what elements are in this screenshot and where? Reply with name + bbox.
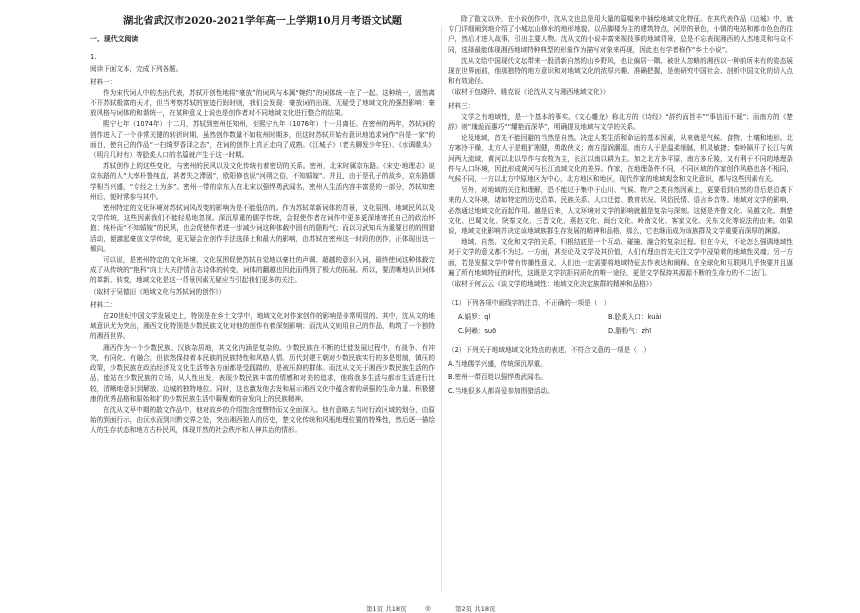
- option-a: A.婚罗：qǐ: [458, 313, 491, 322]
- source-citation: （取材于何云云《谈文学的地域性：地域文化决定族群的精神和品格》）: [448, 280, 656, 289]
- column-divider: [441, 26, 442, 591]
- paragraph: 论及地域，首先不能回避的当然是自然。决定人类生活和命运的基本因素，从来就是气候、食物、土壤和地形。北方寒冷干燥，北方人于是粗犷刚健，勇敢侠义；南方湿润潮湿，南方人于是温柔细腻，机灵敏捷；秦岭隔开了长江与黄河两大流域，黄河以北以旱作与农牧为主，长江以南以耕为主。加之北方多平原，南方多丘陵，又有利于不同的地理条件与人口环境，因此形成黄河与长江流域文化的差异。作家，在地理条件不同，不同区域的作家创作风格也各不相同，气候不同，一方以北方中原地区为中心，北方地区和地区，现代作家的地域观念和文化意识，都与这些因素有关。: [448, 134, 793, 184]
- instruction-text: 阅读下面文本，完成下列各题。: [90, 65, 183, 74]
- paragraph: 可以说，是密州特定的文化环境、文化氛围促使苏轼自觉地以豪壮的声调、超越的意识入词，最终使词这种体载完成了从传统的“艳科”向士大夫抒情言志诗体的转变，词体的翻越也因此而得到了极大的拓展。所以，要清晰地认识词体的革新、转变，地域文化是这一背景因素无疑应当引起我们更多的关注。: [90, 256, 435, 285]
- page-number-left: 第1页 共18页: [366, 605, 407, 613]
- option-c: C.阿赖：suō: [458, 326, 497, 335]
- paragraph: 在沈从文早中期的散文作品中，他对故乡的介绍饱含度赞特而又全面深入。他有意略去当时行政区域的划分，由原始的到面行示，由沅水而到川黔交界之处，突出湘西独人的历史，楚文化传统和风瓶地理位置的特殊性，然后逐一描绘人的生存状态和地方古朴民风，体现并然的社会秩序和人神共治的情形。: [90, 405, 435, 435]
- page-number-right: 第2页 共18页: [455, 605, 496, 613]
- page-separator: ◎: [425, 604, 431, 612]
- question-number: 1.: [90, 53, 97, 62]
- question-2: [448, 345, 793, 396]
- option-b: B.密州一带百姓以强悍勇武闻名。: [448, 373, 547, 382]
- material-label: 材料一：: [90, 77, 117, 86]
- section-heading: 一、现代文阅读: [90, 35, 139, 43]
- question-stem: （1）下列各项中画线字的注音，不正确的一项是（ ）: [448, 299, 611, 308]
- page-title: 湖北省武汉市2020-2021学年高一上学期10月月考语文试题: [123, 15, 402, 27]
- right-column: [448, 14, 793, 396]
- source-citation: （取材于包晓玲、姚克说《论沈从文与湘西地域文化》）: [448, 88, 610, 97]
- option-b: B.脍炙人口：kuài: [608, 313, 662, 322]
- left-column: [90, 14, 435, 437]
- option-c: C.当地很多人都喜爱参加围猎活动。: [448, 386, 554, 395]
- paragraph: 除了散文以外，在小说创作中，沈从文也总是用大量的篇幅来中插绘地域文化特征。在其代表作品《边城》中，就专门详细阐到地介绍了小城坛山修水的地形地貌、以吊脚楼为主的建筑特点，河岸的景色，小镇的电站和都市色色的往户，然后才进入故事，引出主要人物。沈从文的小说丰富来视技事的地域背景，总是不忘表现湘西的人杰地灵和与众不同，选择最能体现湘西地域特种典型的形象作为描写对象来再现，因此也有学者称作“乡土小说”。: [448, 15, 793, 54]
- paragraph: 另外，对地域的关注和理解，恐不能过于集中于山川、气候、物产之类自然因素上，更要看到自然的背后是沿袭下来的人文环境，诸如特定的历史沿革、民族关系、人口迁徙、教育状况、风俗民情、语言乡音等。地域对文学的影响，必然通过地域文化而起作用。越是后来，人文环境对文学的影响就越是复杂与深刻。这便是齐鲁文化、吴越文化、荆楚文化、巴蜀文化、陕秦文化、三晋文化、燕赵文化、闽台文化、岭南文化、客家文化、关东文化等说法的由来。如果说，地域文化影响并决定该地域族群生存发展的精神和品格，那么，它也继而成为该族群及文学重要而深厚的渊源。: [448, 186, 793, 236]
- question-stem: （2）下列关于地域地域文化特点的表述，不符合文意的一项是（ ）: [448, 345, 651, 354]
- paragraph: 沈从文给中国现代文坛带来一股清新自然的山乡野风，也让偏居一隅、被世人忽略的湘西以一种前所未有的姿态展现在世界面前，他那独特的地方意识和对地域文化的浓厚兴趣、准确把握，是他研究中国社会、剖析中国文化的切入点和有效途径。: [448, 56, 793, 86]
- paragraph: 湘西作为一个少数民族、汉族杂居地，其文化内涵是复杂的。少数民族在不断的迁徙发展过程中，有战争、有冲突，有同化、有融合，但依然保持着本民族的民族特性和风格人情。历代封建王朝对少数民族实行的多是钳制，镇压的政策，少数民族在政治经济及文化生活等各方面都是受践踏的，是被压抑的群体。而沈从文关于湘西少数民族生活的作品，能站在少数民族的立场，从人性出发，表现少数民族丰富的情感和对美的追求，他将我多生活与都市生活进行比较，清晰地意识到解放、边城的独特地位。同时，这也激发他去发和展示湘西文化中蕴含着的顽强的生命力量、积极健康的优秀品格和原始和扩的少数民族生活中凝聚着的奋发向上的民族精神。: [90, 343, 435, 403]
- paragraph: 熙宁七年（1074年）十二月，苏轼到密州任知州，至熙宁九年（1076年）十一月离任。在密州的两年，苏轼词的创作进入了一个非常关键的转折时期，虽然创作数量不如杭州时期多，但这时苏轼开始有意识地追求词作“自是一家”的面目，使自己的作品“一扫绮罗香泽之态”，在词的创作上真正走向了成熟。《江城子》（老夫聊发少年狂）、《水调歌头》（明月几时有）等脍炙人口的名篇就产生于这一时期。: [90, 120, 435, 160]
- option-d: D.脂粉气：zhī: [608, 326, 652, 335]
- option-a: A.当地儒学兴盛，传统深沉厚重。: [448, 360, 547, 369]
- paragraph: 苏轼创作上的这些变化，与密州的民风以及文化传统有着密切的关系。密州，北宋时属京东路。《宋史·地理志》说京东路的人“大率朴鲁纯直，甚者失之滞固”，欧阳修也说“河朔之俗，不知婚嫁”。并且，由于是孔子的故乡，京东路儒学相当兴盛，“专经之士为多”。密州一带的京东人在北宋以强悍勇武闻名，密州人生活内容丰富是的一部分，苏轼知密州后，便时常参与其中。: [90, 162, 435, 201]
- paragraph: 作为宋代词人中的杰出代表，苏轼开创性地将“豪放”的词风与本属“婉约”的词体统一在了一起。这种统一，固然离不开苏轼极富的天才，但当考察苏轼的宦迹行踪时则，我们会发现：豪放词的出现，无疑受了地域文化的强烈影响：豪放风格与词体的和谐统一，在某种意义上说也是创作者对不同地域文化进行整合的结果。: [90, 88, 435, 118]
- paragraph: 密州特定的文化环境对苏轼词风改变的影响为是不能低估的。作为苏轼革新词体的背景，文化氛围、地域民风以及文学传统，这些因素我们不能轻易地忽视。深沉厚重的儒学传统，会促使作者在词作中更多更深地寄托自己的政治怀抱；纯朴而“不知婚嫁”的民风，也会促使作者进一步减少词这种体载中固有的脂粉气；而以习武知兵为重要目的的围猎活动，便激起豪放文学传统，更无疑会在创作手法选择上和最大的影响，由苏轼在密州这一时段的创作，正体现出这一倾向。: [90, 204, 435, 253]
- option-grid: [448, 312, 793, 335]
- question-1: [448, 298, 793, 336]
- material-label: 材料二：: [90, 300, 117, 309]
- paragraph: 文学之有地域性，是一个基本的事实。《文心雕龙》称北方的《诗经》“辞约而旨丰”“事信而不诞”；而南方的《楚辞》则“瑰诡而惠巧”“耀艳而深华”，明确提及地域与文学的关系。: [448, 112, 793, 132]
- material-label: 材料三：: [448, 101, 475, 110]
- paragraph: 地域、自然、文化和文学的关系，归根结底是一个互动、碰撞、融合的复杂过程。但在今天，不论怎么强调地域性对于文学的意义都不为过。一方面，甚至论及文学及其价值，人们有理由首先关注文学中浸染着的地域性灵魂；另一方面，若是发掘文学中带有传播性意义，人们也一定需要将地域特征去作表达和阐释。在全球化和互联网几乎快要并且逼遍了所有地域特征的时代，这既是文学抗拒同质化的唯一途径，更是文学保持其源源不断的生命力的不二法门。: [448, 238, 793, 277]
- source-citation: （取材于吴德田《地域文化与苏轼词的创作》）: [90, 287, 226, 296]
- paragraph: 在20世纪中国文学发展史上，特别是在乡土文学中，地域文化对作家创作的影响是非常明显的。其中，沈从文的地域意识尤为突出，湘西文化特别是少数民族文化对他的创作有着深刻影响；而沈从文则用自己的作品，构筑了一个独特的湘西世界。: [90, 312, 435, 341]
